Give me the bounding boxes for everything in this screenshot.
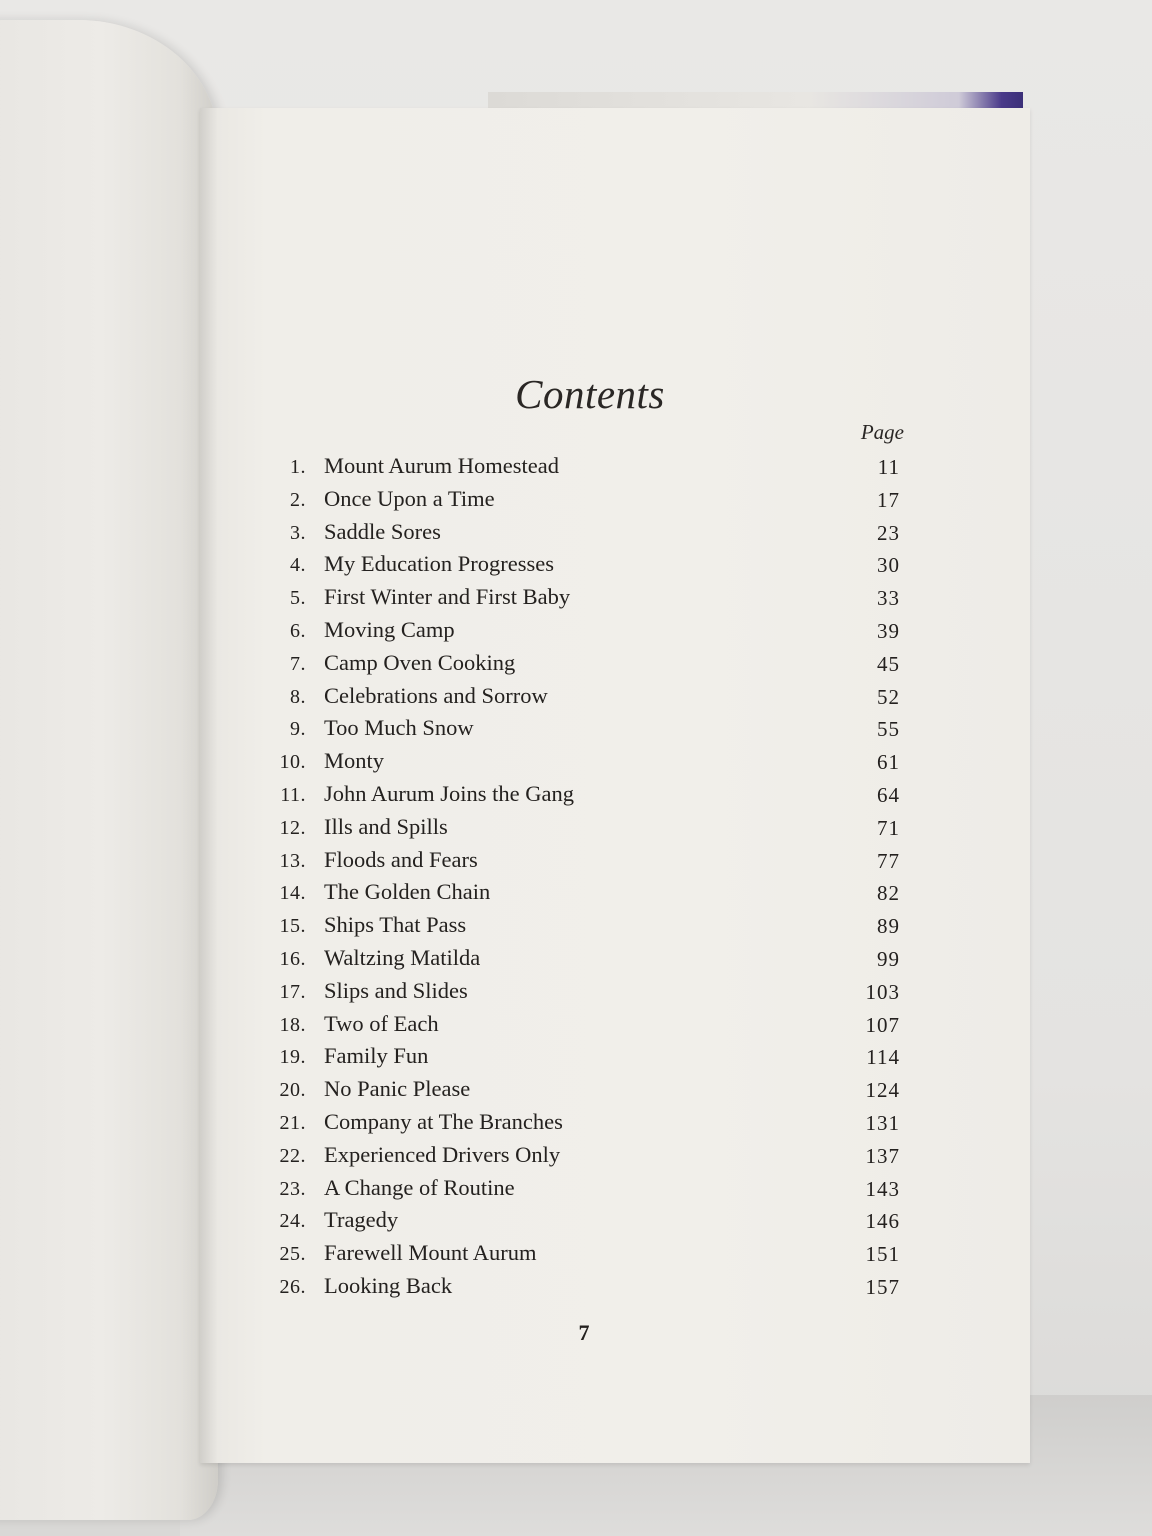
chapter-title: No Panic Please [324, 1076, 471, 1102]
chapter-number: 11. [280, 783, 306, 806]
toc-entry [262, 978, 904, 1011]
chapter-page-number: 143 [865, 1176, 900, 1201]
chapter-number: 4. [290, 554, 306, 577]
chapter-title: Experienced Drivers Only [324, 1141, 561, 1167]
chapter-title: Too Much Snow [324, 715, 474, 741]
chapter-page-number: 124 [865, 1078, 900, 1103]
toc-entry [262, 912, 904, 945]
chapter-page-number: 45 [877, 651, 900, 676]
chapter-number: 16. [279, 947, 306, 970]
chapter-number: 13. [279, 849, 306, 872]
toc-entry [262, 879, 904, 912]
chapter-number: 25. [279, 1243, 306, 1266]
chapter-page-number: 77 [877, 848, 900, 873]
toc-entry [262, 584, 904, 617]
chapter-number: 9. [290, 718, 306, 741]
chapter-number: 5. [290, 587, 306, 610]
chapter-page-number: 114 [866, 1045, 900, 1070]
page-title: Contents [515, 371, 665, 417]
chapter-page-number: 33 [877, 586, 900, 611]
chapter-title: My Education Progresses [324, 551, 554, 577]
chapter-page-number: 71 [877, 815, 900, 840]
chapter-page-number: 151 [865, 1242, 900, 1267]
toc-entry [262, 617, 904, 650]
chapter-number: 19. [279, 1046, 306, 1069]
toc-entry [262, 1109, 904, 1142]
chapter-number: 7. [290, 652, 306, 675]
chapter-title: A Change of Routine [324, 1174, 515, 1200]
toc-entry [262, 650, 904, 683]
chapter-page-number: 131 [865, 1110, 900, 1135]
chapter-title: Ships That Pass [324, 912, 467, 938]
chapter-number: 20. [279, 1079, 306, 1102]
toc-entry [262, 1273, 904, 1306]
page-number: 7 [578, 1320, 590, 1345]
chapter-number: 15. [279, 915, 306, 938]
page-column-label: Page [860, 420, 904, 444]
chapter-number: 8. [290, 685, 306, 708]
toc-entry [262, 945, 904, 978]
chapter-page-number: 39 [877, 618, 900, 643]
toc-entry [262, 1043, 904, 1076]
toc-entry [262, 781, 904, 814]
toc-entry [262, 1076, 904, 1109]
chapter-title: Company at The Branches [324, 1108, 563, 1134]
chapter-number: 22. [279, 1144, 306, 1167]
toc-entry [262, 1175, 904, 1208]
chapter-page-number: 103 [865, 979, 900, 1004]
chapter-number: 21. [279, 1111, 306, 1134]
toc-entry [262, 1240, 904, 1273]
chapter-title: Ills and Spills [324, 813, 448, 839]
toc-entry [262, 551, 904, 584]
chapter-title: Two of Each [324, 1010, 439, 1036]
toc-entry [262, 453, 904, 486]
toc-entry [262, 1142, 904, 1175]
chapter-page-number: 11 [877, 455, 900, 479]
toc-entry [262, 683, 904, 716]
chapter-title: Moving Camp [324, 616, 455, 642]
chapter-title: Celebrations and Sorrow [324, 682, 548, 708]
left-page [0, 20, 218, 1520]
chapter-page-number: 61 [877, 750, 900, 775]
chapter-number: 3. [290, 521, 306, 544]
chapter-number: 2. [290, 488, 306, 511]
chapter-page-number: 82 [877, 881, 900, 906]
chapter-title: John Aurum Joins the Gang [324, 780, 574, 806]
chapter-number: 23. [279, 1177, 306, 1200]
chapter-page-number: 89 [877, 914, 900, 939]
chapter-page-number: 64 [877, 782, 900, 807]
toc-entry [262, 1207, 904, 1240]
chapter-page-number: 99 [877, 946, 900, 971]
toc-entry [262, 814, 904, 847]
toc-entry [262, 715, 904, 748]
chapter-page-number: 30 [877, 553, 900, 578]
chapter-number: 14. [279, 882, 306, 905]
chapter-number: 18. [279, 1013, 306, 1036]
toc-entry [262, 847, 904, 880]
chapter-title: Floods and Fears [324, 846, 478, 872]
chapter-title: Slips and Slides [324, 977, 468, 1003]
chapter-page-number: 157 [865, 1274, 900, 1299]
chapter-page-number: 137 [865, 1143, 900, 1168]
chapter-title: Monty [324, 748, 385, 774]
chapter-title: Tragedy [324, 1207, 399, 1233]
chapter-number: 10. [279, 751, 306, 774]
toc-entry [262, 486, 904, 519]
chapter-page-number: 146 [865, 1209, 900, 1234]
chapter-number: 1. [290, 456, 306, 478]
chapter-number: 24. [279, 1210, 306, 1233]
chapter-title: Waltzing Matilda [324, 944, 481, 970]
toc-entry [262, 519, 904, 552]
chapter-title: Saddle Sores [324, 518, 441, 544]
chapter-number: 6. [290, 619, 306, 642]
chapter-title: The Golden Chain [324, 879, 491, 905]
chapter-number: 26. [279, 1275, 306, 1298]
chapter-number: 12. [279, 816, 306, 839]
page-gutter-shadow [200, 108, 218, 1463]
table-of-contents [262, 453, 904, 1306]
chapter-title: Mount Aurum Homestead [324, 453, 559, 478]
chapter-title: Family Fun [324, 1043, 429, 1069]
chapter-title: Camp Oven Cooking [324, 649, 516, 675]
toc-entry [262, 748, 904, 781]
chapter-title: First Winter and First Baby [324, 584, 571, 610]
chapter-title: Looking Back [324, 1272, 453, 1298]
chapter-title: Farewell Mount Aurum [324, 1240, 537, 1266]
chapter-title: Once Upon a Time [324, 485, 495, 511]
toc-entry [262, 1011, 904, 1044]
chapter-page-number: 55 [877, 717, 900, 742]
chapter-page-number: 52 [877, 684, 900, 709]
chapter-number: 17. [279, 980, 306, 1003]
chapter-page-number: 17 [877, 487, 900, 512]
chapter-page-number: 23 [877, 520, 900, 545]
chapter-page-number: 107 [865, 1012, 900, 1037]
